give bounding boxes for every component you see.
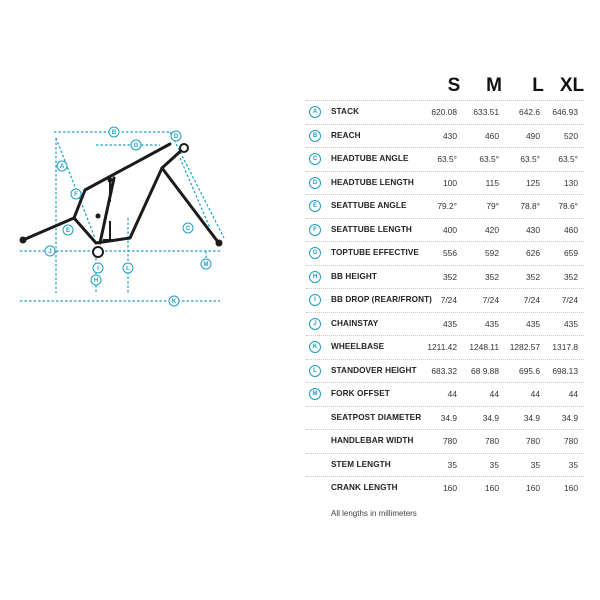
row-value-xl: 130 (564, 177, 578, 188)
row-value-m: 63.5° (479, 154, 499, 164)
row-label: STACK (331, 107, 360, 116)
diagram-letter-h (91, 275, 101, 285)
diagram-letter-l (123, 263, 133, 273)
row-label: STANDOVER HEIGHT (331, 365, 417, 375)
row-value-xl: 435 (564, 318, 578, 329)
row-value-m: 160 (485, 483, 499, 493)
row-value-l: 63.5° (520, 154, 540, 164)
row-value-l: 44 (530, 389, 540, 399)
row-value-l: 78.8° (520, 201, 540, 211)
svg-text:D: D (173, 134, 179, 140)
row-value-xl: 44 (568, 389, 578, 399)
row-value-l: 34.9 (523, 412, 540, 423)
headtube-top (180, 144, 188, 152)
row-label: BB HEIGHT (331, 271, 377, 281)
row-value-m: 633.51 (473, 107, 499, 117)
row-value-l: 7/24 (523, 295, 540, 305)
row-value-xl: 352 (564, 271, 578, 282)
row-label: TOPTUBE EFFECTIVE (331, 248, 419, 257)
row-value-m: 352 (485, 271, 499, 282)
row-value-l: 435 (526, 318, 540, 329)
row-value-l: 125 (526, 177, 540, 188)
row-label: SEATPOST DIAMETER (331, 412, 422, 422)
row-value-l: 626 (526, 248, 540, 258)
row-label: CRANK LENGTH (331, 483, 398, 492)
row-value-s: 352 (443, 271, 457, 282)
row-badge: C (309, 153, 321, 165)
row-value-l: 695.6 (519, 365, 540, 376)
row-badge: M (309, 388, 321, 400)
row-value-xl: 1317.8 (552, 342, 578, 352)
svg-text:A: A (59, 164, 65, 170)
row-value-s: 556 (443, 248, 457, 258)
svg-text:M: M (203, 262, 209, 268)
row-value-l: 1282.57 (509, 342, 540, 352)
row-badge: F (309, 224, 321, 236)
row-value-s: 160 (443, 483, 457, 493)
row-value-m: 592 (485, 248, 499, 258)
row-value-m: 420 (485, 224, 499, 235)
dim-line-headangle (170, 132, 224, 238)
row-label: HANDLEBAR WIDTH (331, 436, 414, 445)
size-header-m: M (486, 75, 502, 96)
row-value-m: 115 (485, 177, 499, 188)
row-value-l: 490 (526, 130, 540, 141)
row-value-xl: 780 (564, 436, 578, 446)
row-value-m: 35 (489, 459, 499, 470)
svg-text:H: H (93, 278, 99, 284)
diagram-letter-f (71, 189, 81, 199)
row-value-s: 780 (443, 436, 457, 446)
row-label: HEADTUBE LENGTH (331, 177, 414, 187)
diagram-letter-m (201, 259, 211, 269)
row-label: SEATTUBE LENGTH (331, 224, 412, 234)
row-value-s: 100 (443, 177, 457, 188)
row-value-xl: 78.6° (558, 201, 578, 211)
row-badge: J (309, 318, 321, 330)
row-label: WHEELBASE (331, 342, 385, 351)
row-badge: E (309, 200, 321, 212)
row-value-m: 68 9.88 (471, 365, 499, 376)
svg-text:L: L (126, 266, 130, 272)
diagram-letter-i (93, 263, 103, 273)
row-value-m: 460 (485, 130, 499, 141)
row-badge: A (309, 106, 321, 118)
row-value-l: 642.6 (519, 107, 540, 117)
svg-text:E: E (65, 228, 71, 234)
row-value-xl: 698.13 (552, 365, 578, 376)
row-value-xl: 460 (564, 224, 578, 235)
svg-text:B: B (111, 130, 117, 136)
row-value-m: 7/24 (482, 295, 499, 305)
svg-text:K: K (171, 299, 177, 305)
diagram-letter-c (183, 223, 193, 233)
size-header-s: S (447, 75, 461, 96)
diagram-letter-b (109, 127, 119, 137)
row-value-s: 34.9 (440, 412, 457, 423)
row-value-s: 79.2° (437, 201, 457, 211)
row-value-xl: 659 (564, 248, 578, 258)
row-value-m: 780 (485, 436, 499, 446)
row-value-m: 79° (486, 201, 499, 211)
row-value-m: 1248.11 (469, 342, 499, 352)
row-value-xl: 160 (564, 483, 578, 493)
bottom-bracket (93, 247, 103, 257)
row-value-s: 7/24 (440, 295, 457, 305)
row-value-l: 160 (526, 483, 540, 493)
row-value-xl: 35 (568, 459, 578, 470)
row-badge: B (309, 130, 321, 142)
row-value-m: 44 (489, 389, 499, 399)
size-header-xl: XL (559, 75, 585, 96)
row-label: SEATTUBE ANGLE (331, 201, 407, 210)
row-value-s: 620.08 (431, 107, 457, 117)
row-value-l: 430 (526, 224, 540, 235)
row-value-xl: 7/24 (561, 295, 578, 305)
frame-geometry-diagram (10, 118, 250, 318)
rear-axle (20, 237, 27, 244)
svg-text:G: G (133, 143, 139, 149)
row-value-s: 683.32 (431, 365, 457, 376)
diagram-letter-g (131, 140, 141, 150)
row-badge: D (309, 177, 321, 189)
row-badge: G (309, 247, 321, 259)
diagram-letter-a (57, 161, 67, 171)
units-footnote: All lengths in millimeters (331, 509, 417, 518)
row-value-xl: 520 (564, 130, 578, 141)
diagram-letter-k (169, 296, 179, 306)
svg-text:C: C (185, 226, 191, 232)
row-value-s: 35 (447, 459, 457, 470)
row-badge: I (309, 294, 321, 306)
row-label: BB DROP (REAR/FRONT) (331, 295, 433, 304)
row-label: STEM LENGTH (331, 459, 391, 469)
row-badge: K (309, 341, 321, 353)
row-value-m: 435 (485, 318, 499, 329)
row-badge: L (309, 365, 321, 377)
row-value-xl: 646.93 (552, 107, 578, 117)
row-value-s: 63.5° (437, 154, 457, 164)
row-value-xl: 63.5° (558, 154, 578, 164)
diagram-letter-j (45, 246, 55, 256)
row-value-s: 435 (443, 318, 457, 329)
row-badge: H (309, 271, 321, 283)
front-axle (216, 240, 223, 247)
row-value-l: 35 (530, 459, 540, 470)
row-value-s: 44 (447, 389, 457, 399)
svg-text:F: F (74, 192, 78, 198)
diagram-letter-e (63, 225, 73, 235)
svg-text:J: J (48, 249, 52, 255)
row-value-xl: 34.9 (561, 412, 578, 423)
svg-text:I: I (97, 266, 99, 272)
row-value-s: 1211.42 (427, 342, 457, 352)
row-value-l: 352 (526, 271, 540, 282)
row-value-m: 34.9 (482, 412, 499, 423)
row-value-l: 780 (526, 436, 540, 446)
row-label: HEADTUBE ANGLE (331, 154, 409, 163)
row-value-s: 430 (443, 130, 457, 141)
row-label: CHAINSTAY (331, 318, 379, 328)
diagram-letter-d (171, 131, 181, 141)
row-label: FORK OFFSET (331, 389, 390, 398)
row-label: REACH (331, 130, 361, 140)
size-header-l: L (532, 75, 544, 96)
row-value-s: 400 (443, 224, 457, 235)
